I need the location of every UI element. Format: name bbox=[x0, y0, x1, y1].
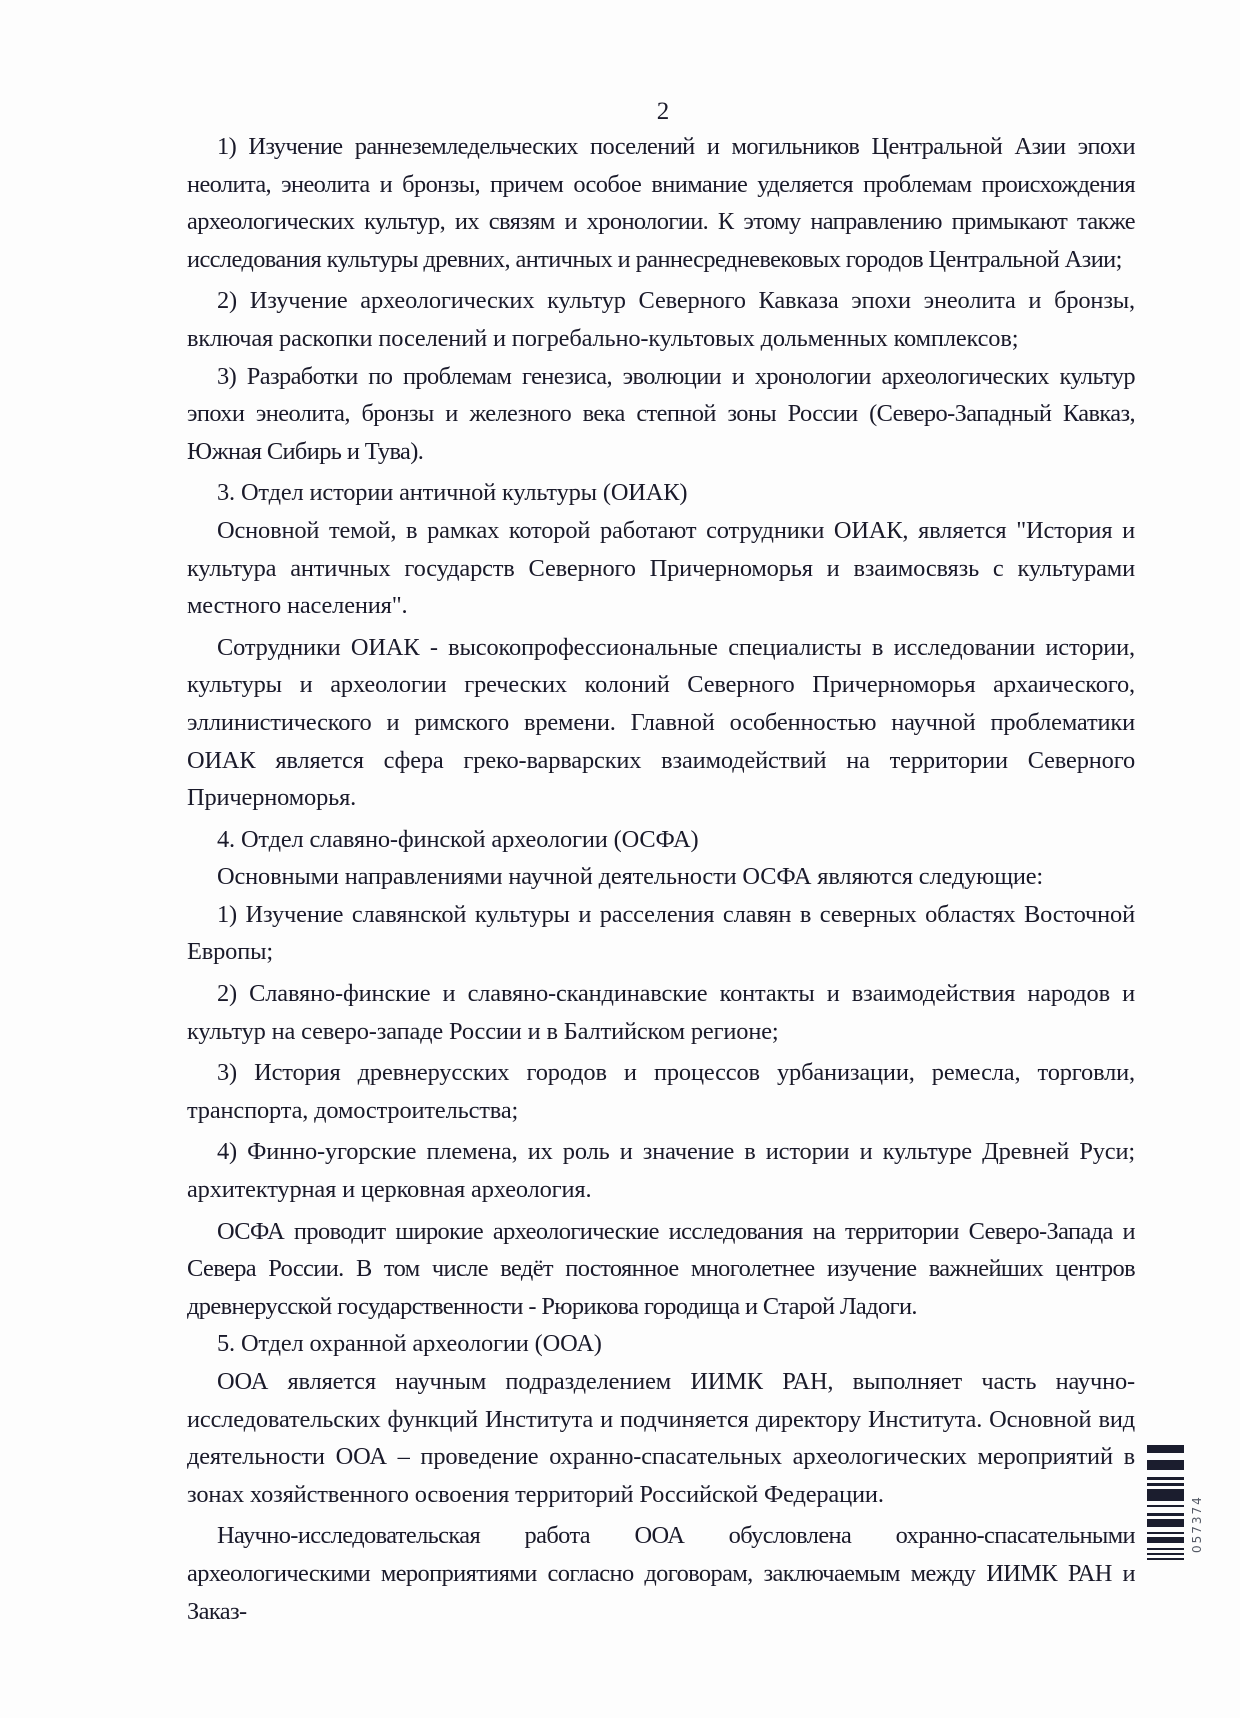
paragraph-osfa-research: ОСФА проводит широкие археологические исследования на территории Северо-Запада и Севера России. В том числе ведёт постоянное многолетнее изучение важнейших центров древнерусской государственности - Рюрикова городища и Старой Ладоги. bbox=[187, 1217, 1135, 1320]
section-heading-ooa: 5. Отдел охранной археологии (ООА) bbox=[217, 1330, 602, 1358]
paragraph-north-caucasus: 2) Изучение археологических культур Северного Кавказа эпохи энеолита и бронзы, включая раскопки поселений и погребально-культовых дольменных комплексов; bbox=[187, 287, 1135, 352]
barcode-bar bbox=[1147, 1513, 1184, 1516]
barcode-bar bbox=[1147, 1532, 1184, 1534]
paragraph-osfa-item-1: 1) Изучение славянской культуры и расселения славян в северных областях Восточной Европы; bbox=[187, 900, 1135, 966]
barcode-bar bbox=[1147, 1548, 1184, 1550]
section-heading-osfa: 4. Отдел славяно-финской археологии (ОСФА) bbox=[217, 825, 699, 853]
paragraph-osfa-item-3: 3) История древнерусских городов и процессов урбанизации, ремесла, торговли, транспорта, домостроительства; bbox=[187, 1059, 1135, 1124]
paragraph-genesis: 3) Разработки по проблемам генезиса, эволюции и хронологии археологических культур эпохи энеолита, бронзы и железного века степной зоны России (Северо-Западный Кавказ, Южная Сибирь и Тува). bbox=[187, 362, 1135, 465]
paragraph-osfa-intro: Основными направлениями научной деятельности ОСФА являются следующие: bbox=[217, 863, 1044, 891]
paragraph-central-asia: 1) Изучение раннеземледельческих поселений и могильников Центральной Азии эпохи неолита, энеолита и бронзы, причем особое внимание уделяется проблемам происхождения археологических культур, их связям и хронологии. К этому направлению примыкают также исследования культуры древних, античных и раннесредневековых городов Центральной Азии; bbox=[187, 133, 1135, 273]
section-heading-oiak: 3. Отдел истории античной культуры (ОИАК) bbox=[217, 479, 688, 507]
paragraph-osfa-item-2: 2) Славяно-финские и славяно-скандинавские контакты и взаимодействия народов и культур на северо-западе России и в Балтийском регионе; bbox=[187, 980, 1135, 1045]
barcode-bar bbox=[1147, 1460, 1184, 1470]
barcode-bar bbox=[1147, 1489, 1184, 1501]
paragraph-ooa-research: Научно-исследовательская работа ООА обусловлена охранно-спасательными археологическими мероприятиями согласно договорам, заключаемым между ИИМК РАН и Заказ- bbox=[187, 1522, 1135, 1625]
barcode-bar bbox=[1147, 1505, 1184, 1507]
barcode-bar bbox=[1147, 1477, 1184, 1480]
paragraph-osfa-item-4: 4) Финно-угорские племена, их роль и значение в истории и культуре Древней Руси; архитектурная и церковная археология. bbox=[187, 1138, 1135, 1204]
paragraph-oiak-staff: Сотрудники ОИАК - высокопрофессиональные специалисты в исследовании истории, культуры и археологии греческих колоний Северного Причерноморья архаического, эллинистического и римского времени. Главной особенностью научной проблематики ОИАК является сфера греко-варварских взаимодействий на территории Северного Причерноморья. bbox=[187, 633, 1135, 812]
barcode-bar bbox=[1147, 1553, 1184, 1555]
barcode-bar bbox=[1147, 1537, 1184, 1543]
barcode-bar bbox=[1147, 1445, 1184, 1453]
barcode-bar bbox=[1147, 1519, 1184, 1527]
paragraph-ooa-role: ООА является научным подразделением ИИМК РАН, выполняет часть научно-исследовательских функций Института и подчиняется директору Института. Основной вид деятельности ООА – проведение охранно-спасательных археологических мероприятий в зонах хозяйственного освоения территорий Российской Федерации. bbox=[187, 1368, 1135, 1508]
barcode-bar bbox=[1147, 1558, 1184, 1560]
barcode-image bbox=[1147, 1445, 1187, 1563]
barcode-bar bbox=[1147, 1483, 1184, 1486]
paragraph-oiak-theme: Основной темой, в рамках которой работают сотрудники ОИАК, является "История и культура античных государств Северного Причерноморья и взаимосвязь с культурами местного населения". bbox=[187, 516, 1135, 620]
barcode-number: 057374 bbox=[1190, 1495, 1204, 1553]
document-body bbox=[187, 128, 1135, 1630]
page-number: 2 bbox=[656, 98, 670, 125]
